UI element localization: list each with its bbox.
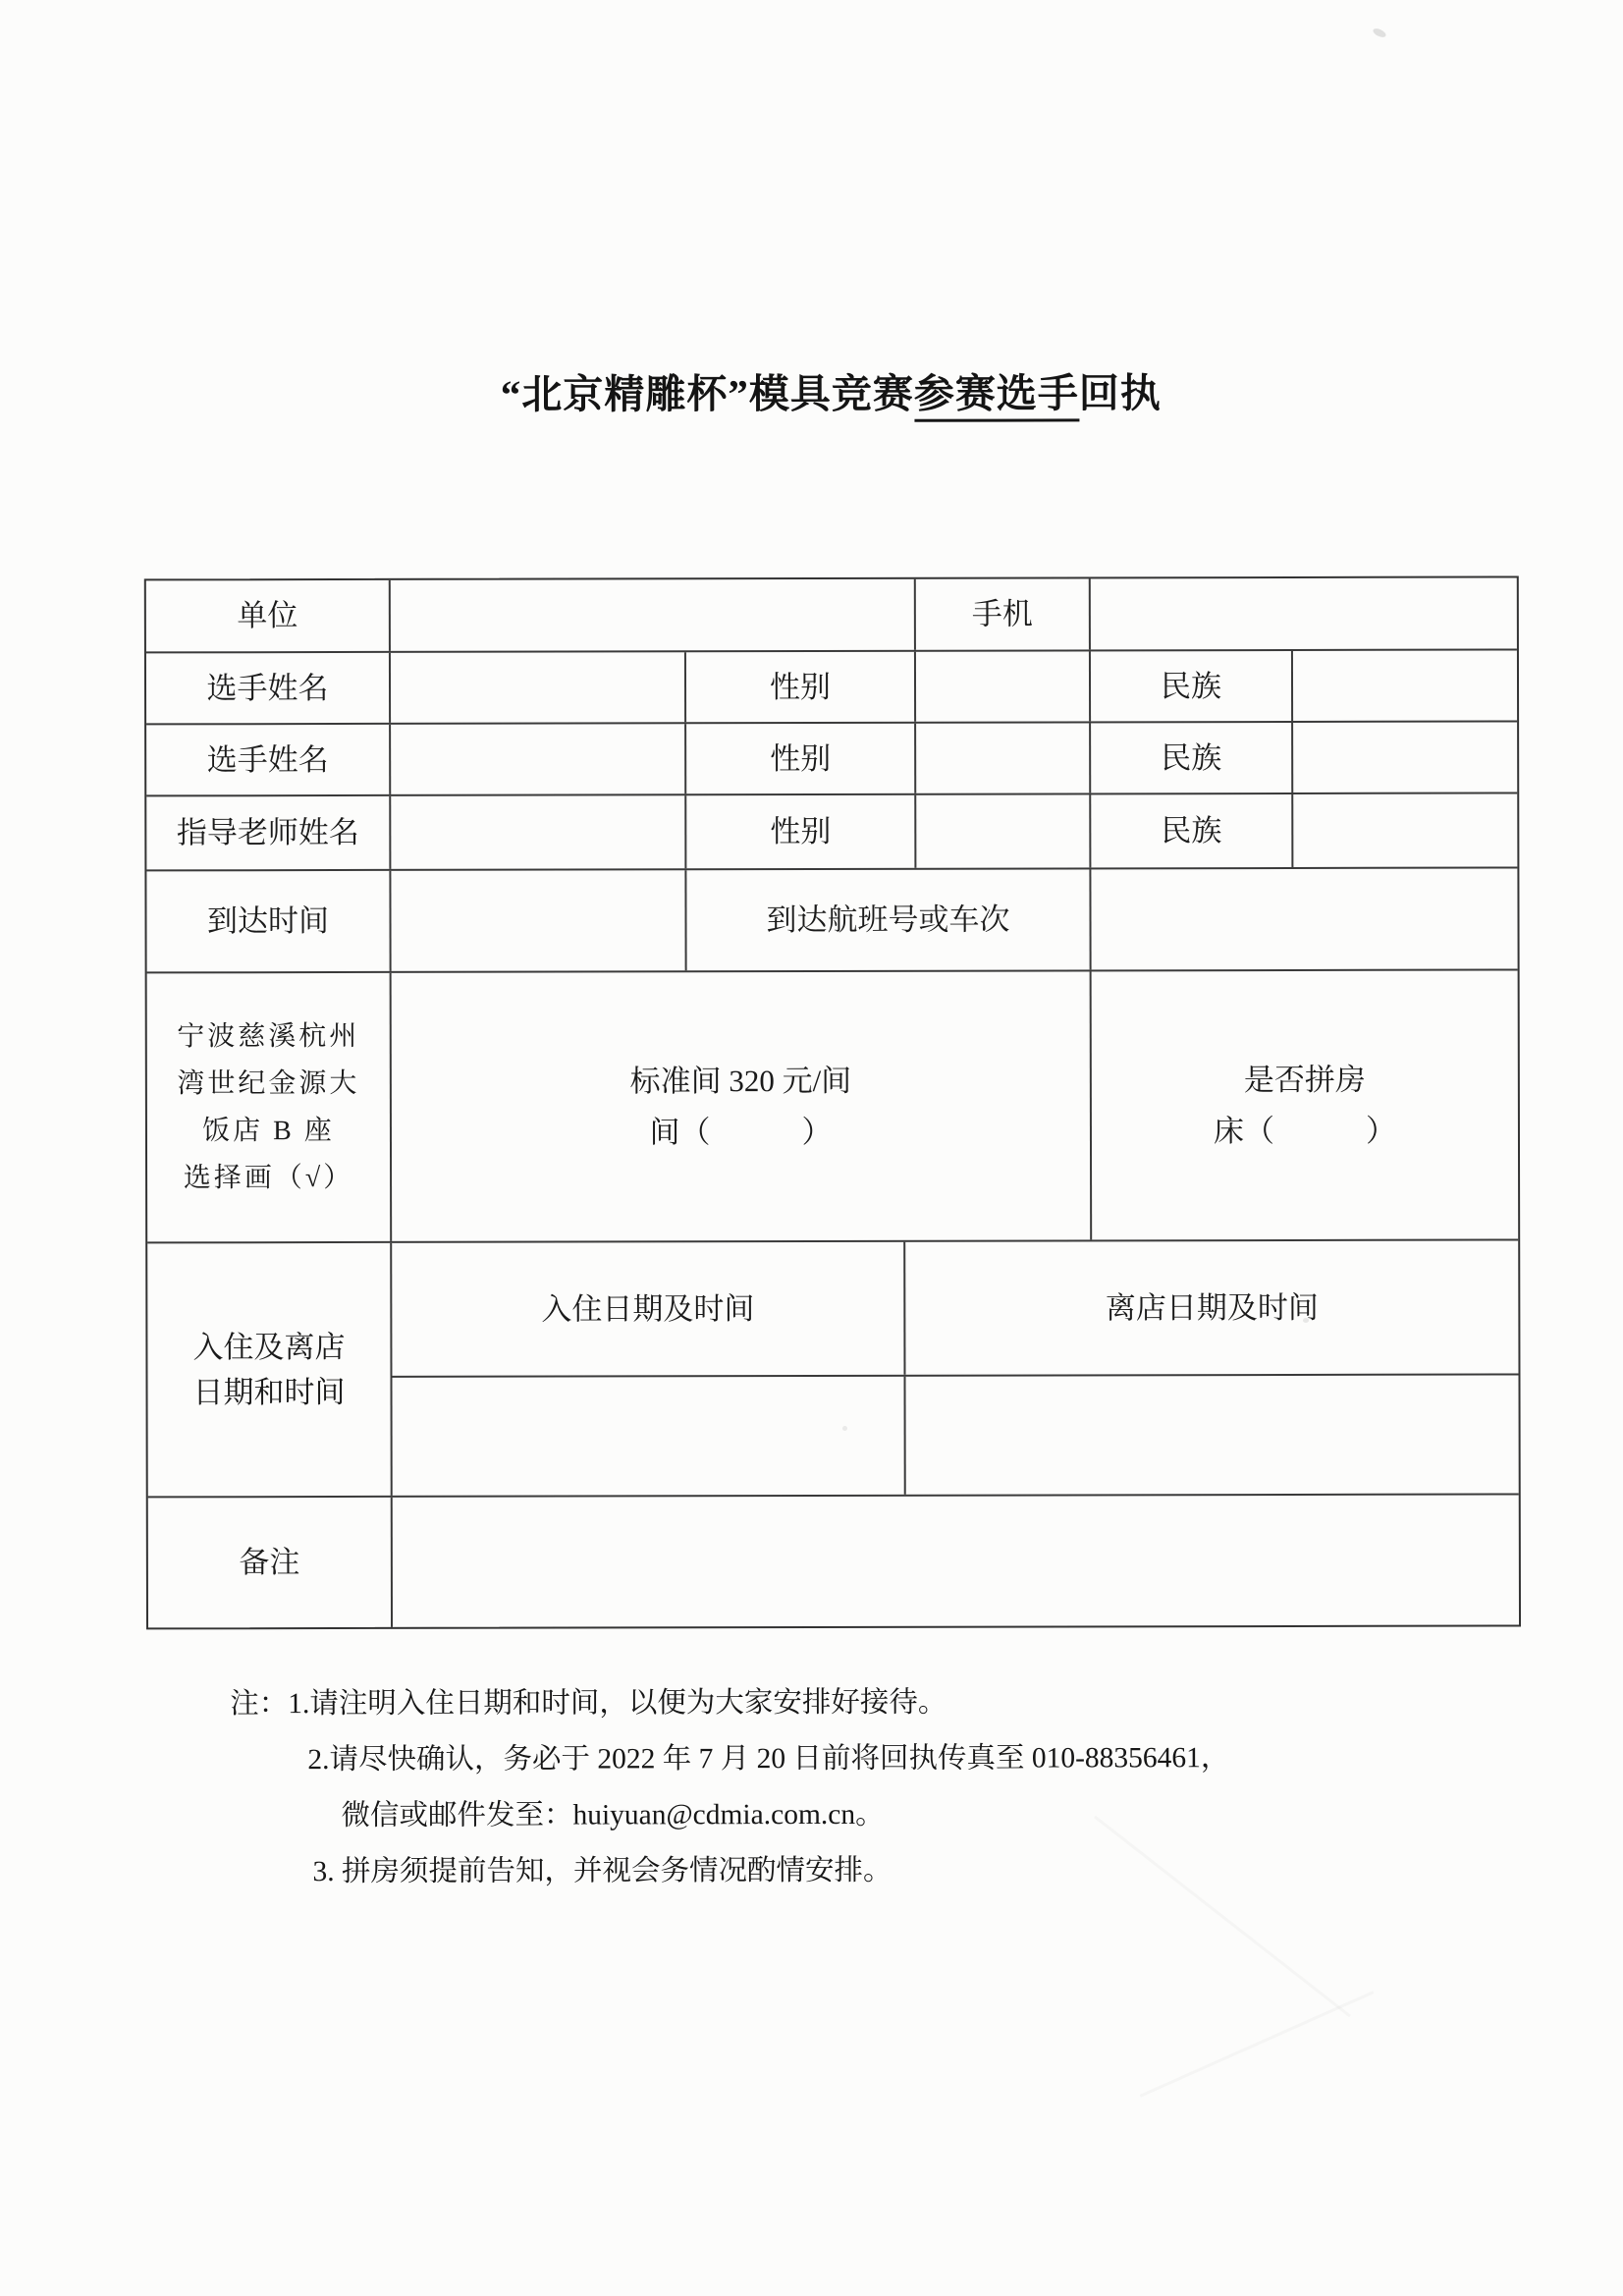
table-row-remarks [148,1495,1519,1627]
phone-label-cell: 手机 [916,578,1091,649]
stay-dates-subtable [392,1240,1519,1495]
player1-gender-value-cell [916,651,1091,721]
table-row-hotel [147,970,1519,1243]
player1-ethnic-label-cell: 民族 [1091,651,1293,721]
hotel-info-line4: 选择画（√） [183,1162,354,1193]
teacher-name-label-cell: 指导老师姓名 [146,796,391,870]
table-row-player-1 [146,650,1517,725]
footnotes [1,1673,1623,1900]
title-text-suffix: 回执 [1078,370,1162,416]
footnote-3: 3. 拼房须提前告知，并视会务情况酌情安排。 [312,1854,893,1888]
flight-label-cell: 到达航班号或车次 [686,869,1091,970]
hotel-info-line3: 饭店 B 座 [202,1115,335,1146]
footnote-1: 注：1.请注明入住日期和时间，以便为大家安排好接待。 [230,1686,947,1721]
unit-value-cell [391,579,916,651]
room-share-cell [1092,970,1519,1239]
player2-gender-value-cell [916,723,1091,793]
checkin-label-cell: 入住日期及时间 [392,1242,905,1376]
arrival-time-value-cell [391,870,686,971]
stay-dates-value-row [392,1375,1518,1495]
stay-dates-header-row [392,1240,1518,1377]
scan-artifact [842,1426,847,1431]
player1-gender-label-cell: 性别 [686,652,916,722]
room-share-line2: 床（ ） [1213,1113,1396,1148]
page-title [143,359,1518,420]
registration-table [144,575,1521,1629]
player2-name-label-cell: 选手姓名 [146,725,391,795]
table-row-stay-dates [147,1240,1519,1498]
player2-ethnic-label-cell: 民族 [1091,723,1293,793]
room-type-cell [392,971,1093,1240]
room-share-line1: 是否拼房 [1243,1062,1366,1097]
stay-dates-label-line2: 日期和时间 [192,1374,346,1409]
hotel-info-line1: 宁波慈溪杭州 [177,1020,360,1052]
remarks-label-cell: 备注 [148,1498,393,1628]
teacher-name-value-cell [391,795,686,869]
player1-name-label-cell: 选手姓名 [146,653,391,724]
teacher-gender-label-cell: 性别 [686,795,916,868]
player2-ethnic-value-cell [1293,722,1517,792]
checkout-label-cell: 离店日期及时间 [1105,1289,1319,1325]
hotel-info-cell [147,973,393,1242]
teacher-gender-value-cell [916,794,1091,867]
title-text-prefix: “北京精雕杯”模具竞赛 [500,370,914,417]
footnote-2-continued: 微信或邮件发至：huiyuan@cdmia.com.cn。 [341,1798,885,1832]
flight-value-cell [1091,868,1517,969]
arrival-time-label-cell: 到达时间 [146,871,391,972]
checkout-value-cell [905,1375,1518,1494]
checkin-value-cell [392,1377,905,1496]
room-type-line1: 标准间 320 元/间 [629,1063,852,1098]
hotel-info-line2: 湾世纪金源大 [177,1067,360,1099]
teacher-ethnic-value-cell [1293,793,1517,866]
teacher-ethnic-label-cell: 民族 [1091,794,1293,867]
player2-name-value-cell [391,724,686,794]
scan-artifact [1303,1318,1309,1323]
table-row-player-2 [146,722,1517,796]
table-row-teacher [146,793,1517,871]
table-row-arrival [146,868,1517,973]
room-type-line2: 间（ ） [649,1114,833,1149]
table-row-unit [146,577,1517,653]
phone-value-cell [1091,577,1517,649]
footnote-2: 2.请尽快确认，务必于 2022 年 7 月 20 日前将回执传真至 010-88356461， [307,1742,1230,1777]
unit-label-cell: 单位 [146,580,391,652]
player2-gender-label-cell: 性别 [686,724,916,793]
player1-ethnic-value-cell [1293,650,1517,720]
stay-dates-label-cell [147,1243,393,1497]
player1-name-value-cell [391,652,686,723]
remarks-value-cell [393,1495,1519,1626]
title-text-underlined: 参赛选手 [914,370,1079,421]
stay-dates-label-line1: 入住及离店 [192,1329,346,1364]
